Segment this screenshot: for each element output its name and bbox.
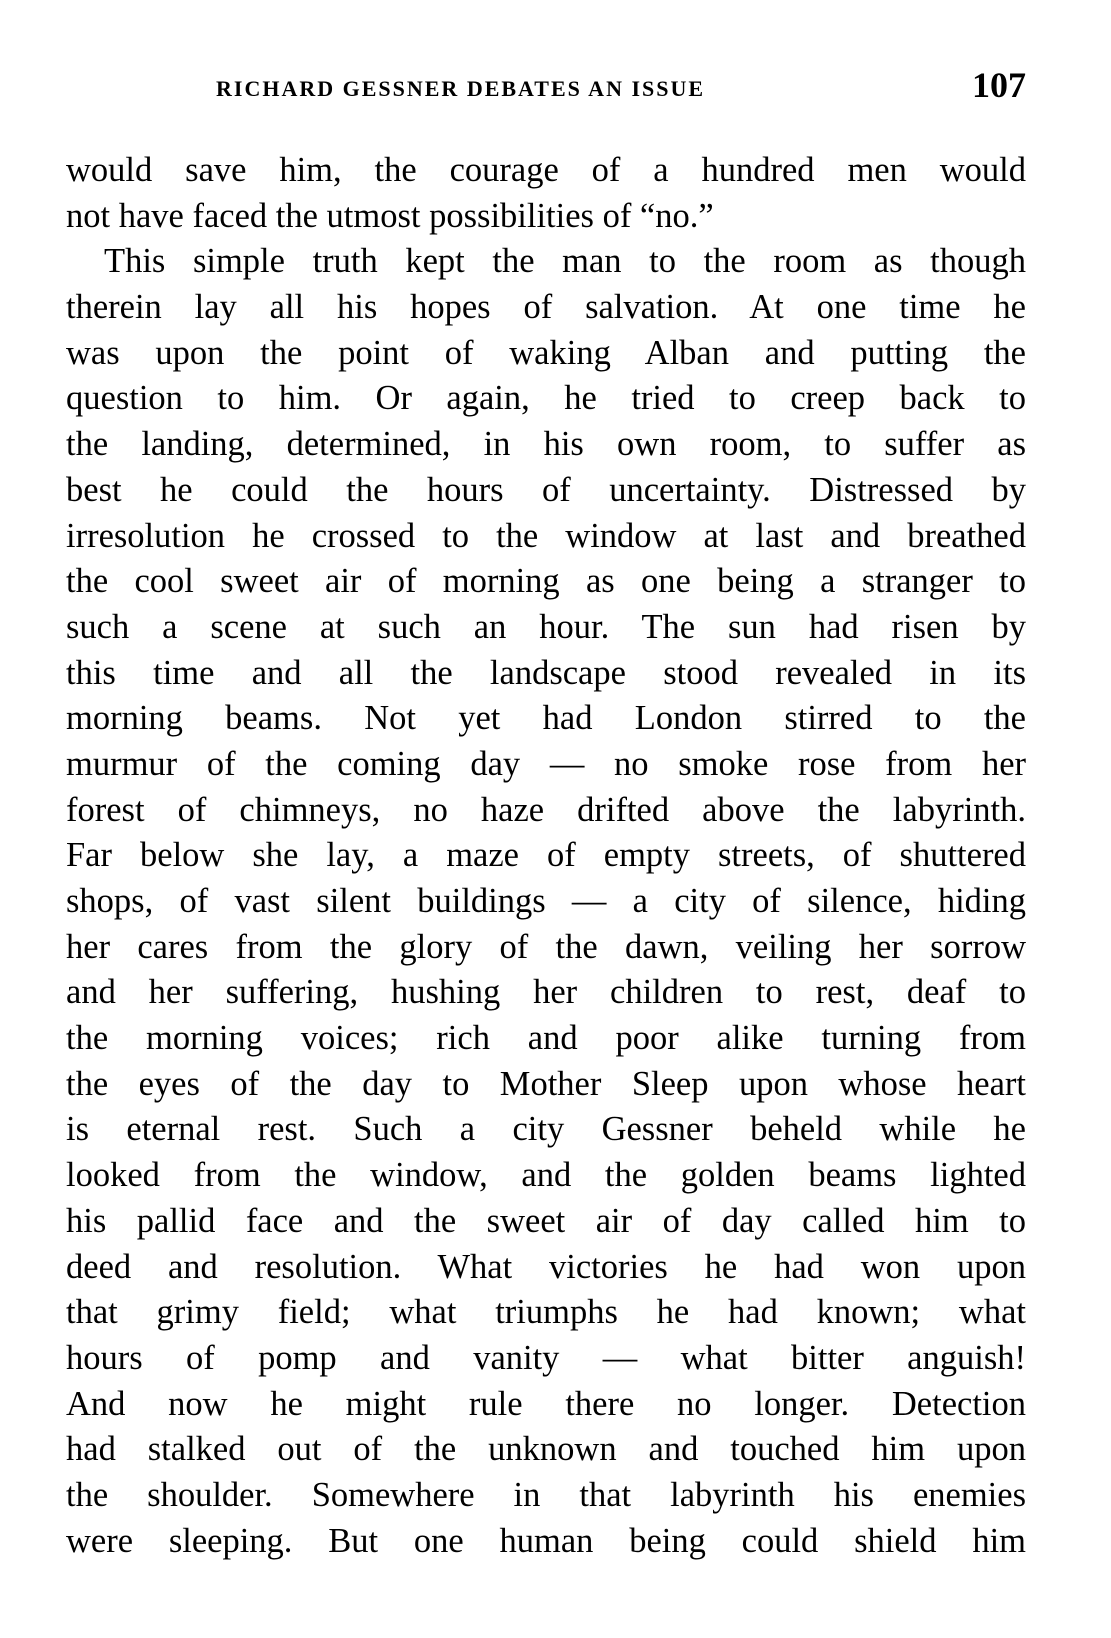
text-line: the cool sweet air of morning as one being a stranger to (66, 562, 1026, 601)
text-line: therein lay all his hopes of salvation. At one time he (66, 288, 1026, 327)
text-line: her cares from the glory of the dawn, veiling her sorrow (66, 927, 1026, 966)
text-line: the morning voices; rich and poor alike turning from (66, 1019, 1026, 1058)
text-line: the eyes of the day to Mother Sleep upon whose heart (66, 1064, 1026, 1103)
text-line: were sleeping. But one human being could shield him (66, 1521, 1026, 1560)
text-line: question to him. Or again, he tried to creep back to (66, 379, 1026, 418)
text-line: deed and resolution. What victories he had won upon (66, 1247, 1026, 1286)
text-line: looked from the window, and the golden beams lighted (66, 1156, 1026, 1195)
text-line: had stalked out of the unknown and touched him upon (66, 1430, 1026, 1469)
text-line: his pallid face and the sweet air of day called him to (66, 1201, 1026, 1240)
text-line: Far below she lay, a maze of empty streets, of shuttered (66, 836, 1026, 875)
text-line: is eternal rest. Such a city Gessner beheld while he (66, 1110, 1026, 1149)
text-line: morning beams. Not yet had London stirred to the (66, 699, 1026, 738)
paragraph-first-line: This simple truth kept the man to the room as though (104, 242, 1026, 281)
text-line: not have faced the utmost possibilities of “no.” (66, 196, 714, 235)
page-number: 107 (972, 65, 1026, 105)
text-line: the landing, determined, in his own room, to suffer as (66, 425, 1026, 464)
text-line: best he could the hours of uncertainty. Distressed by (66, 470, 1026, 509)
text-line: was upon the point of waking Alban and putting the (66, 333, 1026, 372)
text-line: hours of pomp and vanity — what bitter anguish! (66, 1338, 1026, 1377)
text-line: shops, of vast silent buildings — a city of silence, hiding (66, 882, 1026, 920)
text-line: irresolution he crossed to the window at last and breathed (66, 516, 1026, 555)
text-line: and her suffering, hushing her children to rest, deaf to (66, 973, 1026, 1012)
text-line: that grimy field; what triumphs he had known; what (66, 1293, 1026, 1332)
text-line: such a scene at such an hour. The sun had risen by (66, 607, 1026, 646)
body-text (66, 148, 1026, 1564)
text-line: murmur of the coming day — no smoke rose from her (66, 744, 1026, 783)
text-line: would save him, the courage of a hundred men would (66, 151, 1026, 189)
text-line: And now he might rule there no longer. Detection (66, 1384, 1026, 1423)
text-line: forest of chimneys, no haze drifted above the labyrinth. (66, 790, 1026, 829)
running-header (66, 64, 1026, 108)
text-line: this time and all the landscape stood revealed in its (66, 653, 1026, 692)
running-title: RICHARD GESSNER DEBATES AN ISSUE (216, 76, 706, 101)
text-line: the shoulder. Somewhere in that labyrinth his enemies (66, 1475, 1026, 1514)
